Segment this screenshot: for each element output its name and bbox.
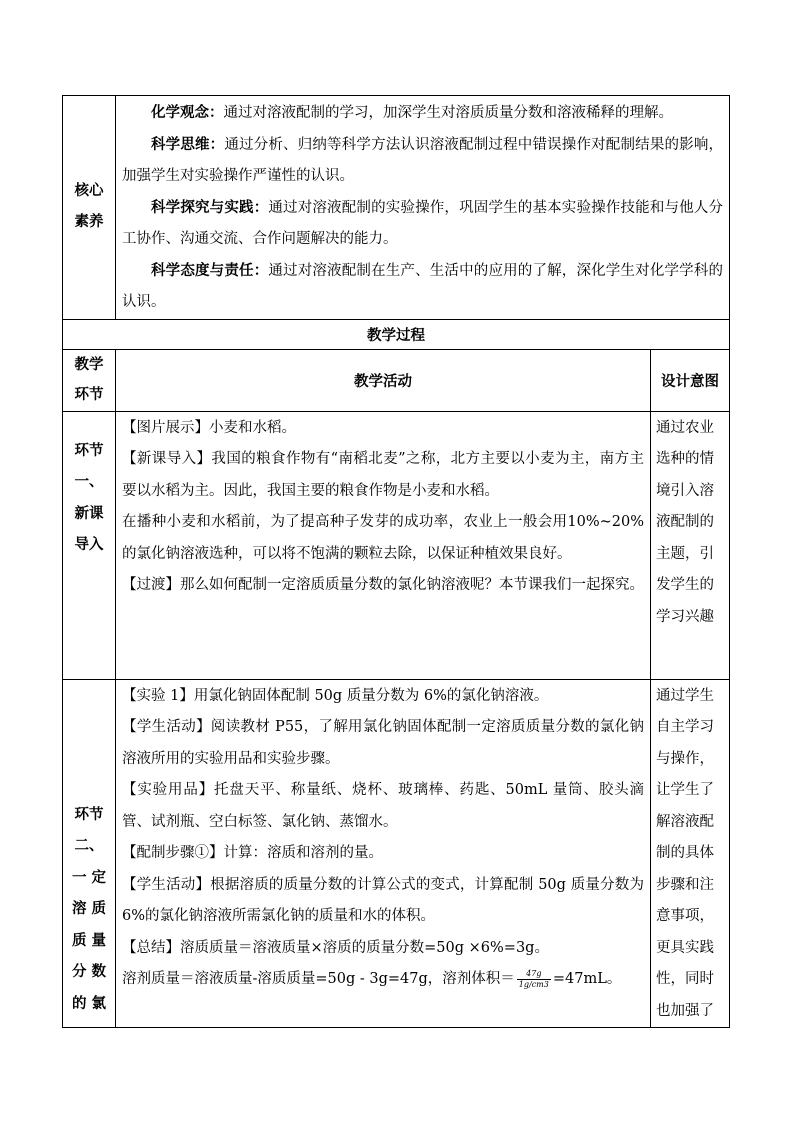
formula-denominator: 1g/cm3 bbox=[518, 979, 549, 989]
stage2-paragraph: 【学生活动】根据溶质的质量分数的计算公式的变式，计算配制 50g 质量分数为 6%的氯化钠溶液所需氯化钠的质量和水的体积。 bbox=[122, 876, 644, 924]
core-item-text: 通过分析、归纳等科学方法认识溶液配制过程中错误操作对配制结果的影响，加强学生对实验操作严谨性的认识。 bbox=[122, 136, 724, 184]
stage2-paragraph: 【学生活动】阅读教材 P55，了解用氯化钠固体配制一定溶质质量分数的氯化钠溶液所用的实验用品和实验步骤。 bbox=[122, 719, 644, 767]
stage2-intent bbox=[651, 679, 730, 1028]
process-title-row bbox=[63, 319, 730, 349]
stage2-label-line: 二、 bbox=[74, 838, 104, 854]
stage2-paragraph: 【配制步骤①】计算：溶质和溶剂的量。 bbox=[122, 845, 383, 861]
core-item-title: 科学态度与责任： bbox=[151, 262, 269, 279]
stage2-intent-line: 制的具体 bbox=[656, 845, 714, 861]
process-title: 教学过程 bbox=[63, 319, 730, 349]
stage1-row bbox=[63, 411, 730, 679]
core-item-title: 科学思维： bbox=[151, 136, 225, 153]
header-stage bbox=[63, 349, 116, 411]
formula-suffix: =47mL。 bbox=[552, 971, 622, 987]
stage2-activity bbox=[116, 679, 651, 1028]
stage2-intent-line: 步骤和注 bbox=[656, 876, 714, 893]
core-literacy-label-cell bbox=[63, 96, 116, 320]
stage1-paragraph: 【新课导入】我国的粮食作物有“南稻北麦”之称，北方主要以小麦为主，南方主要以水稻为主。因此，我国主要的粮食作物是小麦和水稻。 bbox=[122, 451, 644, 499]
stage2-intent-line: 也加强了 bbox=[656, 1002, 714, 1019]
stage1-intent-line: 液配制的 bbox=[656, 514, 714, 530]
stage2-label-line: 一 定 bbox=[71, 869, 107, 886]
core-item-title: 科学探究与实践： bbox=[151, 199, 269, 216]
stage1-paragraph: 【过渡】那么如何配制一定溶质质量分数的氯化钠溶液呢？本节课我们一起探究。 bbox=[122, 577, 644, 593]
stage2-intent-line: 解溶液配 bbox=[656, 813, 714, 830]
stage2-label-line: 环节 bbox=[74, 806, 104, 823]
stage2-label-line: 分 数 bbox=[71, 964, 107, 980]
stage2-paragraph: 【实验用品】托盘天平、称量纸、烧杯、玻璃棒、药匙、50mL 量筒、胶头滴管、试剂瓶、空白标签、氯化钠、蒸馏水。 bbox=[122, 782, 644, 830]
core-literacy-label-line: 核心 bbox=[74, 183, 104, 200]
stage1-intent-line: 境引入溶 bbox=[656, 482, 714, 499]
core-item-text: 通过对溶液配制的学习，加深学生对溶质质量分数和溶液稀释的理解。 bbox=[223, 105, 673, 121]
core-literacy-row bbox=[63, 96, 730, 320]
stage1-label bbox=[63, 411, 116, 679]
header-stage-line: 环节 bbox=[74, 387, 104, 403]
core-item-text: 通过对溶液配制的实验操作，巩固学生的基本实验操作技能和与他人分工协作、沟通交流、合作问题解决的能力。 bbox=[122, 199, 724, 247]
lesson-plan-page bbox=[62, 95, 729, 1028]
stage2-label-line: 溶 质 bbox=[71, 901, 107, 917]
stage2-intent-line: 让学生了 bbox=[656, 782, 714, 798]
stage1-intent-line: 学习兴趣 bbox=[656, 608, 714, 625]
core-item bbox=[122, 256, 723, 319]
header-intent: 设计意图 bbox=[651, 349, 730, 411]
stage2-label-line: 的 氯 bbox=[71, 995, 107, 1012]
formula-numerator: 47g bbox=[517, 969, 551, 980]
stage2-paragraph: 【实验 1】用氯化钠固体配制 50g 质量分数为 6%的氯化钠溶液。 bbox=[122, 687, 549, 704]
stage1-intent-line: 发学生的 bbox=[656, 577, 714, 593]
core-item bbox=[122, 130, 723, 193]
stage1-label-line: 导入 bbox=[74, 537, 104, 553]
core-item bbox=[122, 98, 723, 130]
header-row bbox=[63, 349, 730, 411]
stage2-intent-line: 自主学习 bbox=[656, 719, 714, 735]
stage2-intent-line: 性，同时 bbox=[656, 971, 714, 987]
stage2-row bbox=[63, 679, 730, 1028]
core-item bbox=[122, 193, 723, 256]
stage2-paragraph: 【总结】溶质质量＝溶液质量×溶质的质量分数=50g ×6%=3g。 bbox=[122, 939, 549, 956]
stage1-intent bbox=[651, 411, 730, 679]
stage1-label-line: 新课 bbox=[74, 505, 104, 522]
stage2-intent-line: 与操作， bbox=[656, 750, 714, 767]
stage2-label-line: 质 量 bbox=[71, 932, 107, 949]
stage1-paragraph: 在播种小麦和水稻前，为了提高种子发芽的成功率，农业上一般会用10%~20%的氯化钠溶液选种，可以将不饱满的颗粒去除，以保证种植效果良好。 bbox=[122, 514, 644, 562]
stage1-intent-line: 主题，引 bbox=[656, 545, 714, 562]
stage1-intent-line: 通过农业 bbox=[656, 419, 714, 436]
lesson-plan-table bbox=[62, 95, 730, 1028]
core-item-text: 通过对溶液配制在生产、生活中的应用的了解，深化学生对化学学科的认识。 bbox=[122, 262, 724, 310]
formula-fraction bbox=[517, 969, 551, 990]
core-literacy-label-line: 素养 bbox=[74, 214, 104, 231]
core-item-title: 化学观念： bbox=[151, 105, 224, 121]
stage2-intent-line: 更具实践 bbox=[656, 939, 714, 956]
stage1-label-line: 一、 bbox=[74, 474, 104, 490]
stage1-intent-line: 选种的情 bbox=[656, 451, 714, 467]
stage2-intent-line: 意事项， bbox=[656, 908, 714, 924]
header-stage-line: 教学 bbox=[74, 357, 104, 373]
stage2-intent-line: 通过学生 bbox=[656, 687, 714, 704]
stage2-label bbox=[63, 679, 116, 1028]
header-activity: 教学活动 bbox=[116, 349, 651, 411]
stage1-paragraph: 【图片展示】小麦和水稻。 bbox=[122, 419, 296, 436]
core-literacy-content bbox=[116, 96, 730, 320]
formula-prefix: 溶剂质量＝溶液质量-溶质质量=50g - 3g=47g，溶剂体积＝ bbox=[122, 971, 515, 987]
stage2-formula bbox=[122, 964, 644, 996]
stage1-label-line: 环节 bbox=[74, 442, 104, 459]
stage1-activity bbox=[116, 411, 651, 679]
